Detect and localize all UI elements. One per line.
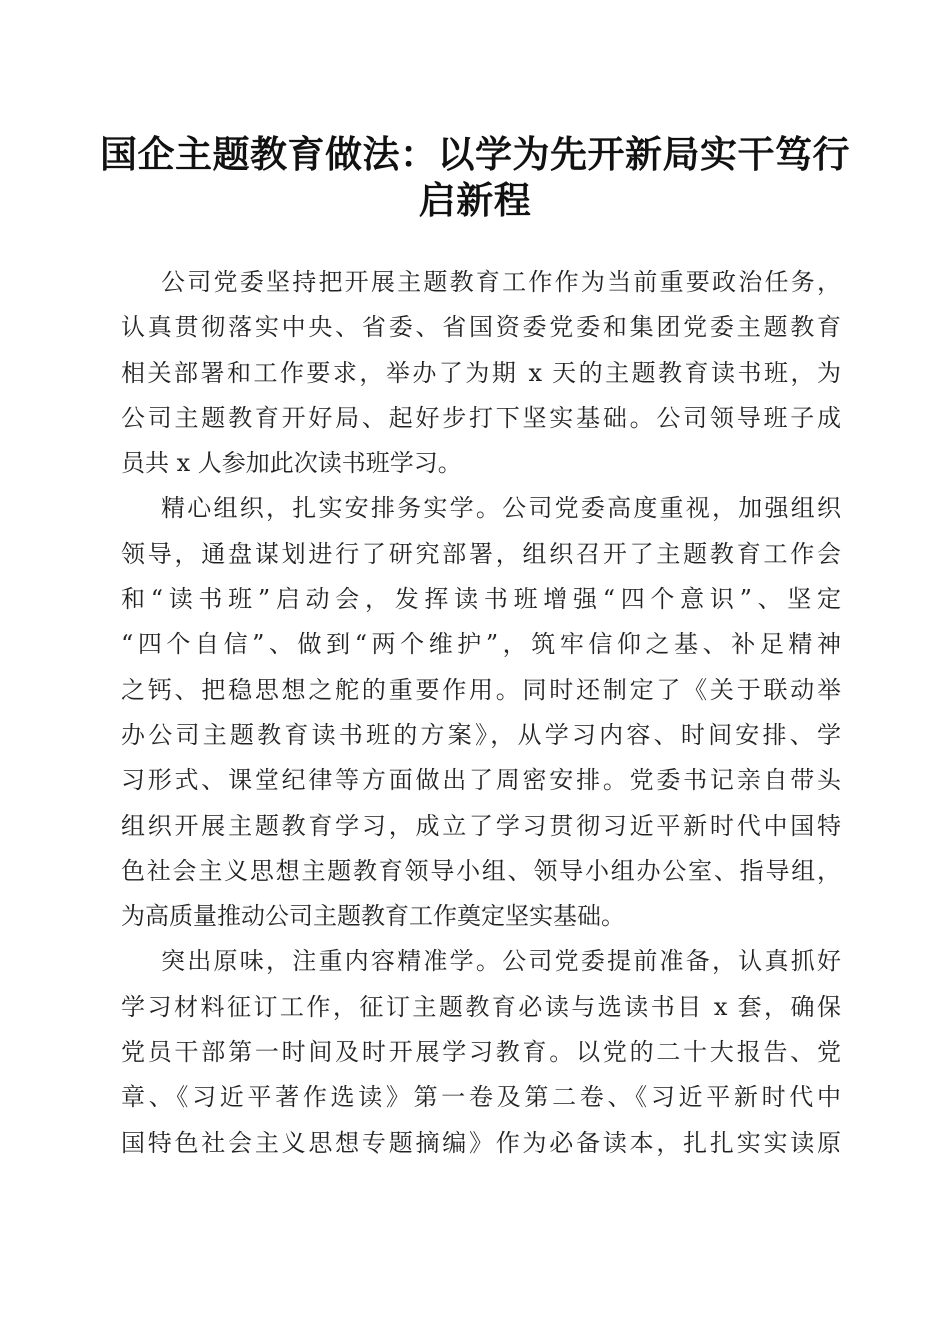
- paragraph-organization: [121, 486, 841, 939]
- paragraph-content: [121, 939, 841, 1165]
- paragraph-intro: [121, 260, 841, 486]
- document-title: [100, 132, 850, 224]
- text-line: 突出原味，注重内容精准学。公司党委提前准备，认真抓好: [161, 947, 841, 976]
- text-line: 习形式、课堂纪律等方面做出了周密安排。党委书记亲自带头: [121, 766, 841, 795]
- text-line: 组织开展主题教育学习，成立了学习贯彻习近平新时代中国特: [121, 811, 841, 840]
- text-line: 党员干部第一时间及时开展学习教育。以党的二十大报告、党: [121, 1038, 841, 1067]
- text-line: 章、《习近平著作选读》第一卷及第二卷、《习近平新时代中: [121, 1083, 841, 1112]
- title-line: 启新程: [418, 179, 532, 222]
- text-line: 认真贯彻落实中央、省委、省国资委党委和集团党委主题教育: [121, 313, 841, 342]
- text-line: 精心组织，扎实安排务实学。公司党委高度重视，加强组织: [161, 494, 841, 523]
- text-line: 公司主题教育开好局、起好步打下坚实基础。公司领导班子成: [121, 403, 841, 432]
- text-line: 相关部署和工作要求，举办了为期 x 天的主题教育读书班，为: [121, 358, 841, 387]
- text-line: 领导，通盘谋划进行了研究部署，组织召开了主题教育工作会: [121, 539, 841, 568]
- text-line: 色社会主义思想主题教育领导小组、领导小组办公室、指导组，: [121, 856, 841, 885]
- text-line: 公司党委坚持把开展主题教育工作作为当前重要政治任务，: [161, 268, 841, 296]
- document-body: [121, 260, 841, 1166]
- text-line: 和“读书班”启动会，发挥读书班增强“四个意识”、坚定: [121, 585, 841, 614]
- text-line: 员共 x 人参加此次读书班学习。: [121, 449, 462, 478]
- text-line: “四个自信”、做到“两个维护”，筑牢信仰之基、补足精神: [121, 630, 841, 659]
- text-line: 国特色社会主义思想专题摘编》作为必备读本，扎扎实实读原: [121, 1128, 841, 1157]
- text-line: 为高质量推动公司主题教育工作奠定坚实基础。: [121, 902, 625, 931]
- text-line: 学习材料征订工作，征订主题教育必读与选读书目 x 套，确保: [121, 992, 841, 1021]
- text-line: 办公司主题教育读书班的方案》，从学习内容、时间安排、学: [121, 720, 841, 749]
- text-line: 之钙、把稳思想之舵的重要作用。同时还制定了《关于联动举: [121, 675, 841, 704]
- title-line: 国企主题教育做法：以学为先开新局实干笃行: [100, 133, 850, 176]
